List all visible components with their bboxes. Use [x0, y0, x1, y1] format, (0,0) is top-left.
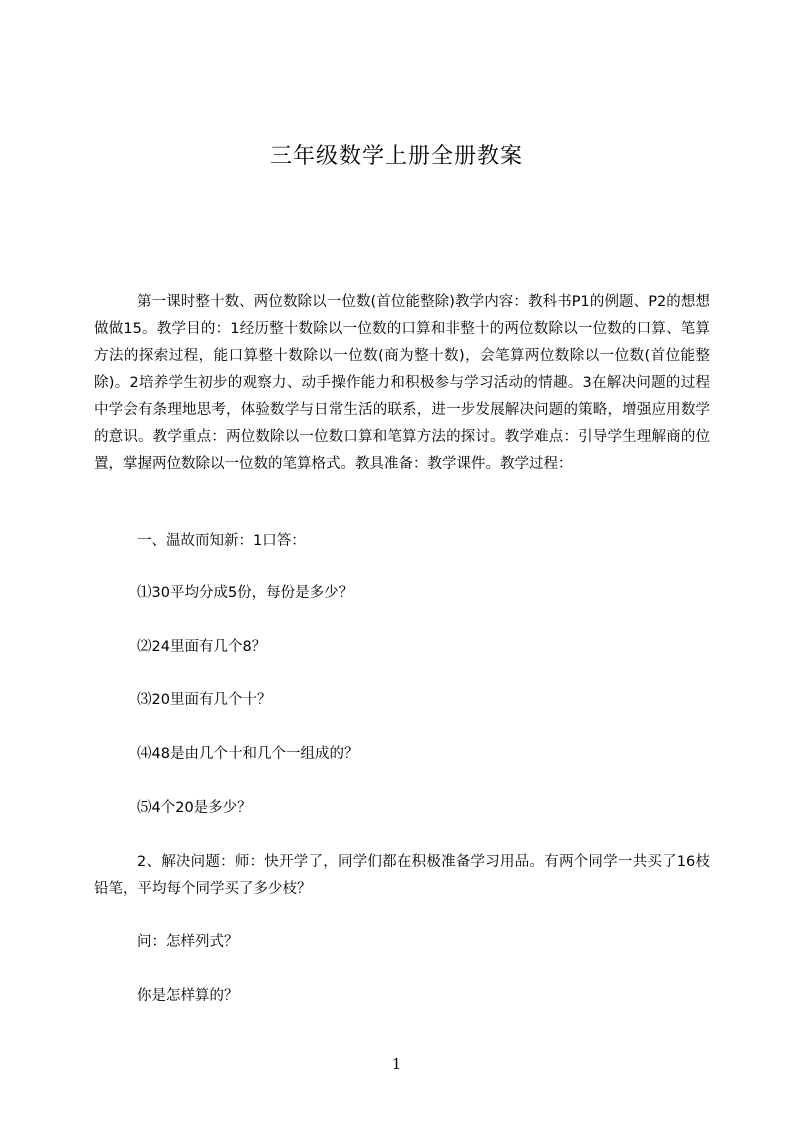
question-item: ⑴30平均分成5份，每份是多少？ [137, 585, 354, 601]
prompt-method: 你是怎样算的？ [137, 988, 239, 1004]
intro-paragraph: 第一课时整十数、两位数除以一位数(首位能整除)教学内容：教科书P1的例题、P2的想想做做15。教学目的：1经历整十数除以一位数的口算和非整十的两位数除以一位数的口算、笔算方法的探索过程，能口算整十数除以一位数(商为整十数)，会笔算两位数除以一位数(首位能整除)。2培养学生初步的观察力、动手操作能力和积极参与学习活动的情趣。3在解决问题的过程中学会有条理地思考，体验数学与日常生活的联系，进一步发展解决问题的策略，增强应用数学的意识。教学重点：两位数除以一位数口算和笔算方法的探讨。教学难点：引导学生理解商的位置，掌握两位数除以一位数的笔算格式。教具准备：教学课件。教学过程： [94, 294, 710, 472]
page-number: 1 [391, 1055, 402, 1073]
question-item: ⑵24里面有几个8？ [137, 639, 267, 655]
prompt-formula: 问：怎样列式？ [137, 934, 239, 950]
question-item: ⑸4个20是多少？ [137, 800, 252, 816]
question-item: ⑷48是由几个十和几个一组成的？ [137, 746, 359, 762]
section-one-heading: 一、温故而知新：1口答： [137, 533, 306, 549]
document-title: 三年级数学上册全册教案 [269, 144, 523, 169]
question-item: ⑶20里面有几个十？ [137, 692, 272, 708]
section-two-paragraph: 2、解决问题：师：快开学了，同学们都在积极准备学习用品。有两个同学一共买了16枝铅笔，平均每个同学买了多少枝？ [94, 854, 710, 897]
